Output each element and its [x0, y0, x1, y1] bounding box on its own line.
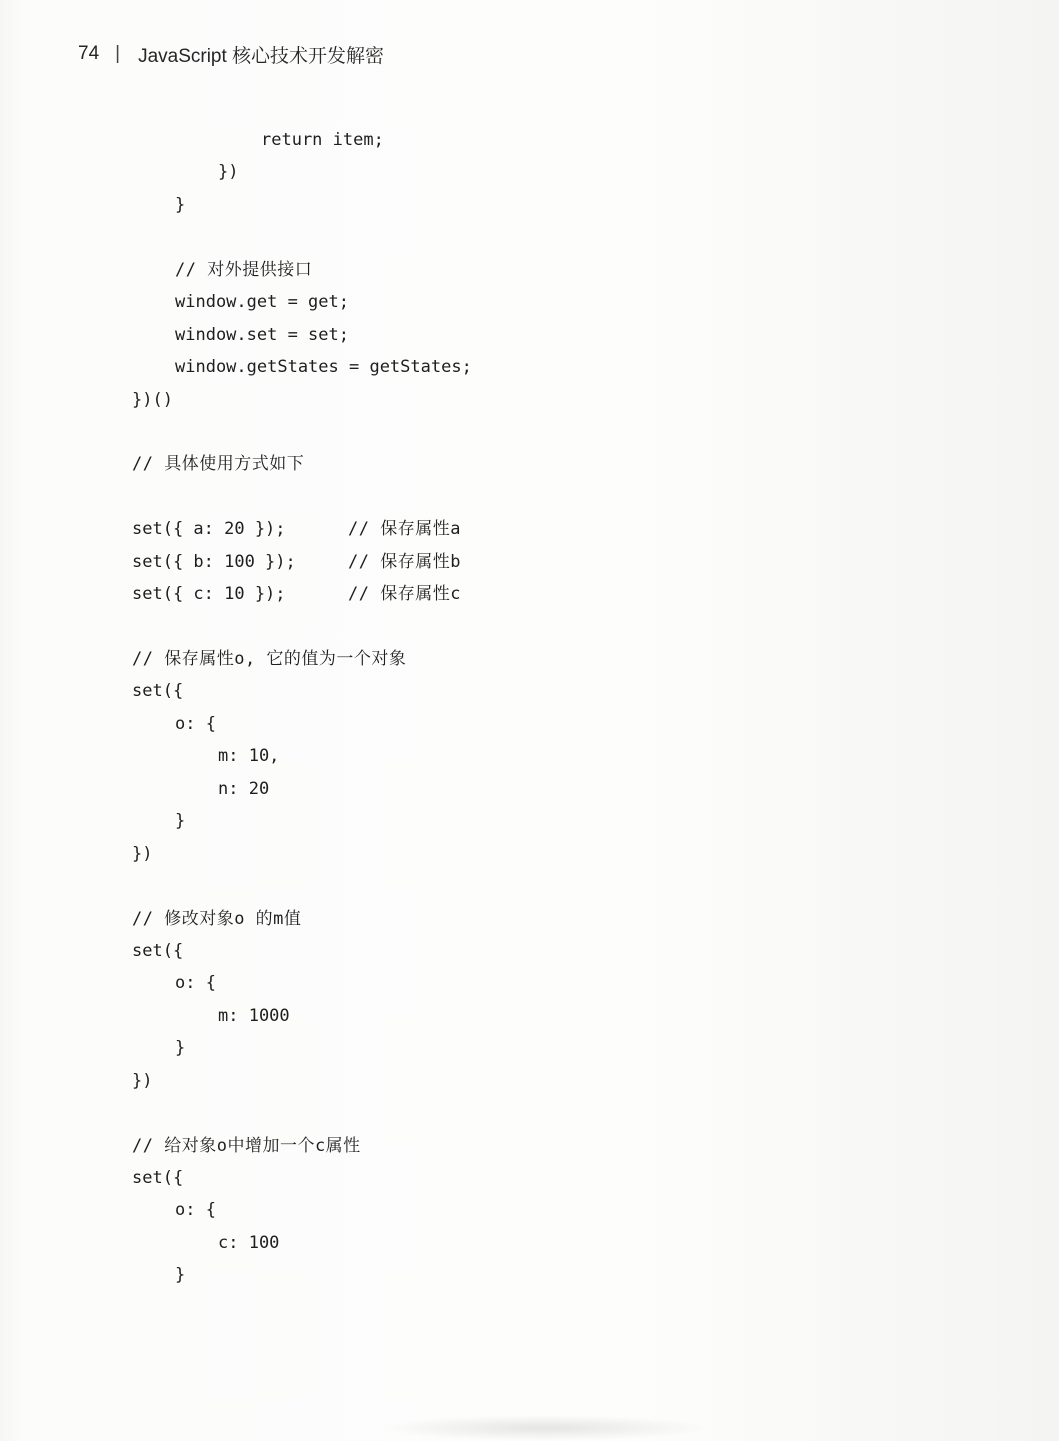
code-text: c: 100 — [218, 1232, 280, 1253]
scan-shadow — [380, 1415, 710, 1441]
code-text: }) — [132, 843, 153, 864]
code-text: })() — [132, 389, 173, 410]
page-number: 74 — [78, 43, 100, 64]
comment-text: // 对外提供接口 — [175, 259, 313, 280]
code-text: set({ c: 10 }); — [132, 584, 286, 605]
code-text: set({ b: 100 }); — [132, 551, 296, 572]
running-header — [78, 40, 384, 68]
code-text: m: 10, — [218, 746, 280, 767]
comment-text: // 修改对象o 的m值 — [132, 908, 302, 929]
comment-text: // 给对象o中增加一个c属性 — [132, 1135, 361, 1156]
code-text: o: { — [175, 713, 216, 734]
comment-text: // 具体使用方式如下 — [132, 454, 305, 475]
comment-text: // 保存属性o, 它的值为一个对象 — [132, 649, 407, 669]
code-text: window.getStates = getStates; — [175, 357, 472, 378]
trailing-comment: // 保存属性a — [348, 519, 461, 540]
code-text: set({ — [132, 681, 184, 702]
code-text: } — [175, 811, 186, 832]
code-text: window.set = set; — [175, 324, 349, 345]
header-separator: | — [115, 43, 121, 64]
code-text: }) — [132, 1070, 153, 1091]
code-text: } — [175, 1038, 186, 1059]
trailing-comment: // 保存属性b — [348, 551, 461, 572]
code-text: o: { — [175, 973, 216, 994]
code-text: set({ — [132, 940, 184, 961]
trailing-comment: // 保存属性c — [348, 584, 461, 605]
code-text: set({ a: 20 }); — [132, 519, 286, 540]
code-text: m: 1000 — [218, 1005, 290, 1026]
code-text: window.get = get; — [175, 292, 349, 313]
code-text: } — [175, 194, 186, 215]
code-text: o: { — [175, 1200, 216, 1221]
code-text: set({ — [132, 1168, 184, 1188]
code-text: n: 20 — [218, 778, 270, 799]
code-text: }) — [218, 162, 239, 183]
code-text: return item; — [261, 130, 384, 150]
book-title: JavaScript 核心技术开发解密 — [138, 45, 385, 67]
code-text: } — [175, 1265, 186, 1286]
